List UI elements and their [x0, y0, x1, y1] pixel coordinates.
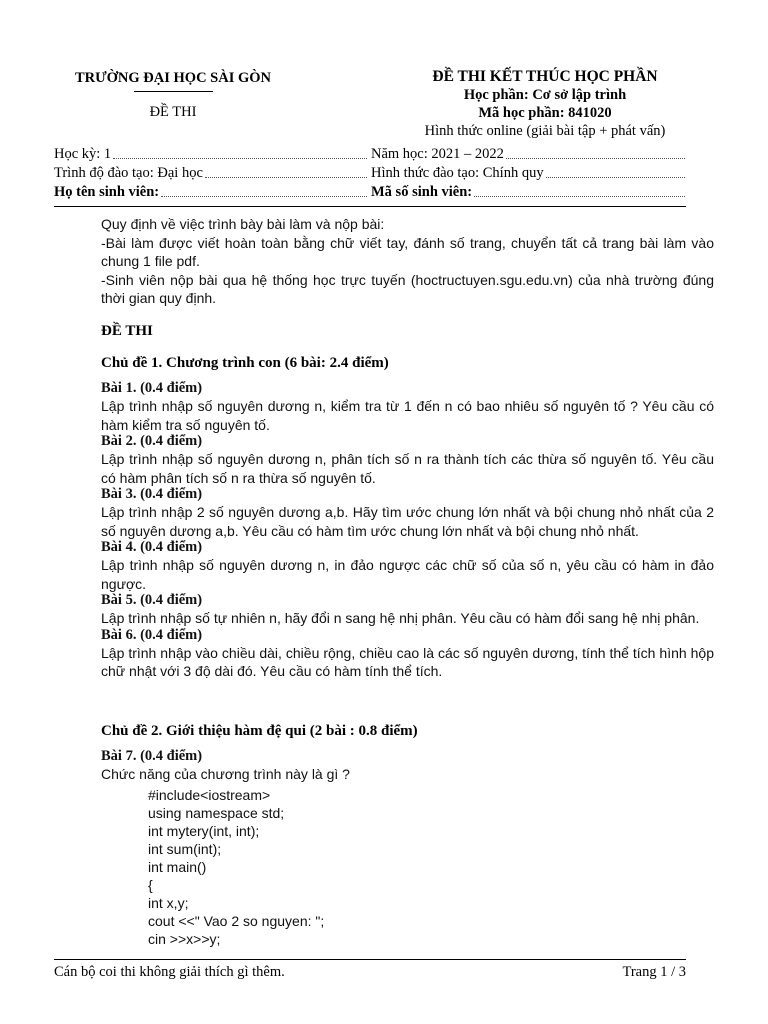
exam-header — [380, 68, 710, 140]
topic-1-heading: Chủ đề 1. Chương trình con (6 bài: 2.4 điểm) — [101, 355, 389, 371]
year-field — [371, 146, 686, 163]
exam-format: Hình thức online (giải bài tập + phát vấn) — [424, 123, 666, 139]
header-divider — [54, 206, 686, 207]
student-id-label: Mã số sinh viên: — [371, 184, 473, 200]
level-label: Trình độ đào tạo: Đại học — [54, 165, 203, 181]
code-line: cin >>x>>y; — [148, 931, 221, 947]
semester-field — [54, 146, 368, 163]
exercise-7 — [101, 748, 714, 784]
student-name-label: Họ tên sinh viên: — [54, 184, 160, 200]
exercise-title: Bài 1. (0.4 điểm) — [101, 380, 203, 396]
exercise-title: Bài 2. (0.4 điểm) — [101, 433, 203, 449]
exercise-title: Bài 3. (0.4 điểm) — [101, 486, 203, 502]
exercise-text: Lập trình nhập số nguyên dương n, kiểm tra từ 1 đến n có bao nhiêu số nguyên tố ? Yêu cầu có hàm kiểm tra số nguyên tố. — [101, 398, 714, 433]
exercise-title: Bài 6. (0.4 điểm) — [101, 626, 203, 643]
exercise-title: Bài 5. (0.4 điểm) — [101, 592, 203, 608]
exercise-text: Lập trình nhập số tự nhiên n, hãy đổi n sang hệ nhị phân. Yêu cầu có hàm đổi sang hệ nhị phân. — [101, 610, 700, 626]
exercise-text: Lập trình nhập số nguyên dương n, in đảo ngược các chữ số của số n, yêu cầu có hàm in đảo ngược. — [101, 557, 714, 592]
school-name: TRƯỜNG ĐẠI HỌC SÀI GÒN — [74, 70, 272, 86]
code-line: int mytery(int, int); — [148, 823, 260, 839]
submission-rules — [101, 215, 714, 308]
exam-heading: ĐỀ THI — [101, 323, 153, 339]
student-name-field — [54, 184, 368, 201]
exam-title: ĐỀ THI KẾT THÚC HỌC PHẦN — [432, 68, 658, 85]
course-name: Học phần: Cơ sở lập trình — [463, 87, 627, 103]
level-field — [54, 165, 368, 182]
student-id-field — [371, 184, 686, 201]
topic-2-heading: Chủ đề 2. Giới thiệu hàm đệ qui (2 bài : 0.8 điểm) — [101, 723, 418, 739]
code-line: using namespace std; — [148, 805, 285, 821]
code-line: int main() — [148, 859, 207, 875]
code-line: int x,y; — [148, 895, 189, 911]
school-underline — [134, 91, 213, 92]
footer-note: Cán bộ coi thi không giải thích gì thêm. — [54, 964, 285, 980]
exercise-question: Chức năng của chương trình này là gì ? — [101, 766, 350, 782]
year-label: Năm học: 2021 – 2022 — [371, 146, 504, 162]
mode-field — [371, 165, 686, 182]
code-line: int sum(int); — [148, 841, 222, 857]
exercise-text: Lập trình nhập số nguyên dương n, phân tích số n ra thành tích các thừa số nguyên tố. Yêu cầu có hàm phân tích số n ra thừa số nguyên tố. — [101, 451, 714, 486]
exercise-list — [101, 380, 714, 681]
page-number: Trang 1 / 3 — [622, 964, 686, 980]
code-line: #include<iostream> — [148, 787, 271, 803]
footer-divider — [54, 959, 686, 960]
exercise-title: Bài 7. (0.4 điểm) — [101, 748, 203, 764]
semester-label: Học kỳ: 1 — [54, 146, 112, 162]
exercise-title: Bài 4. (0.4 điểm) — [101, 539, 203, 555]
exam-label: ĐỀ THI — [149, 104, 197, 120]
exercise-text: Lập trình nhập vào chiều dài, chiều rộng, chiều cao là các số nguyên dương, tính thể tích hình hộp chữ nhật với 3 độ dài đó. Yêu cầu có hàm tính thể tích. — [101, 644, 714, 679]
course-code: Mã học phần: 841020 — [478, 105, 612, 121]
mode-label: Hình thức đào tạo: Chính quy — [371, 165, 544, 181]
code-line: { — [148, 877, 153, 893]
code-block — [148, 786, 324, 948]
rules-title: Quy định về việc trình bày bài làm và nộp bài: — [101, 216, 385, 232]
rule-item: -Bài làm được viết hoàn toàn bằng chữ viết tay, đánh số trang, chuyển tất cả trang bài làm vào chung 1 file pdf. — [101, 234, 714, 269]
exercise-text: Lập trình nhập 2 số nguyên dương a,b. Hãy tìm ước chung lớn nhất và bội chung nhỏ nhất của 2 số nguyên dương a,b. Yêu cầu có hàm tìm ước chung lớn nhất và bội chung nhỏ nhất. — [101, 504, 714, 539]
code-line: cout <<" Vao 2 so nguyen: "; — [148, 913, 325, 929]
rule-item: -Sinh viên nộp bài qua hệ thống học trực tuyến (hoctructuyen.sgu.edu.vn) của nhà trường đúng thời gian quy định. — [101, 271, 714, 306]
